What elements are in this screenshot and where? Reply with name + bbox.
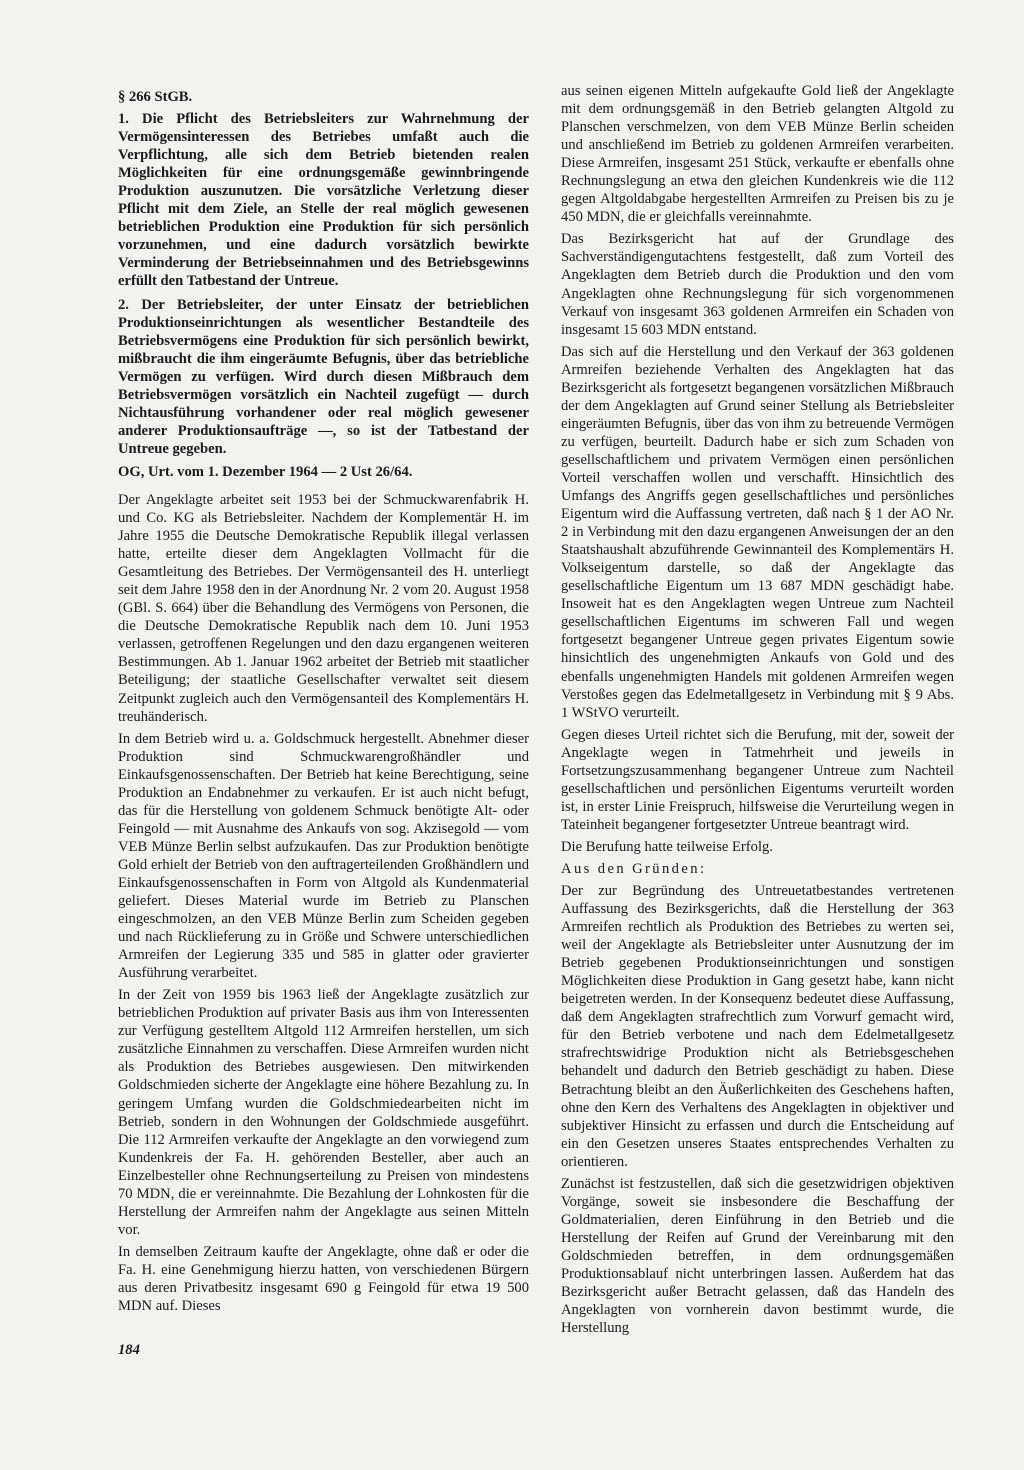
page-number: 184 bbox=[118, 1342, 140, 1358]
body-paragraph: Der zur Begründung des Untreuetatbestandes vertretenen Auffassung des Bezirksgerichts, daß die Herstellung der 363 Armreifen rechtlich als Produktion des Betriebes zu werten sei, weil der Angeklagte als Betriebsleiter unter Ausnutzung der im Betrieb gegebenen Produktionseinrichtungen und sonstigen Möglichkeiten diese Produktion in Gang gesetzt habe, kann nicht beigetreten werden. In der Konsequenz bedeutet diese Auffassung, daß dem Angeklagten strafrechtlich zum Vorwurf gemacht wird, für den Betrieb verbotene und nach dem Edelmetallgesetz strafrechtswidrige Produktion nicht als Betriebsgeschehen behandelt und dadurch den Betrieb geschädigt zu haben. Diese Betrachtung bleibt an den Äußerlichkeiten des Geschehens haften, ohne den Kern des Verhaltens des Angeklagten in objektiver und subjektiver Hinsicht zu erfassen und durch die Entscheidung auf ein den Gesetzen unseres Staates entsprechendes Verhalten zu orientieren. bbox=[561, 883, 954, 1170]
body-paragraph: In der Zeit von 1959 bis 1963 ließ der Angeklagte zusätzlich zur betrieblichen Produktion auf privater Basis aus ihm von Interessenten zur Verfügung gestelltem Altgold 112 Armreifen herstellen, um sich zusätzliche Einnahmen zu verschaffen. Diese Armreifen wurden nicht als Produktion des Betriebes ausgewiesen. Den mitwirkenden Goldschmieden sicherte der Angeklagte eine höhere Bezahlung zu. In geringem Umfang wurden die Goldschmiedearbeiten nicht im Betrieb, sondern in den Wohnungen der Goldschmiede ausgeführt. Die 112 Armreifen verkaufte der Angeklagte an den vorwiegend zum Kundenkreis der Fa. H. gehörenden Besteller, aber auch an Einzelbesteller ohne Rechnungserteilung zu Preisen von mindestens 70 MDN, die er vereinnahmte. Die Bezahlung der Lohnkosten für die Herstellung der Armreifen nahm der Angeklagte aus seinen Mitteln vor. bbox=[118, 987, 529, 1238]
body-paragraph: In dem Betrieb wird u. a. Goldschmuck hergestellt. Abnehmer dieser Produktion sind Schmuckwarengroßhändler und Einkaufsgenossenschaften. Der Betrieb hat keine Berechtigung, seine Produktion an Endabnehmer zu verkaufen. Er ist auch nicht befugt, das für die Herstellung von goldenem Schmuck benötigte Alt- oder Feingold — mit Ausnahme des Ankaufs von sog. Akzisegold — vom VEB Münze Berlin selbst aufzukaufen. Das zur Produktion benötigte Gold erhielt der Betrieb von den auftragerteilenden Großhändlern und Einkaufsgenossenschaften in Form von Altgold als Kundenmaterial geliefert. Dieses Material wurde im Betrieb zu Planschen eingeschmolzen, an den VEB Münze Berlin zum Scheiden gegeben und nach Rücklieferung zu in Größe und Schwere unterschiedlichen Armreifen der Legierung 335 und 585 in glatter oder gravierter Ausführung verarbeitet. bbox=[118, 730, 529, 982]
headnote-2: 2. Der Betriebsleiter, der unter Einsatz der betrieblichen Produktionseinrichtungen als wesentlicher Bestandteile des Betriebsvermögens eine Produktion für sich persönlich bewirkt, mißbraucht die ihm eingeräumte Befugnis, über das betriebliche Vermögen zu verfügen. Wird durch diesen Mißbrauch dem Betriebsvermögen vorsätzlich ein Nachteil zugefügt — durch Nichtausführung vorhandener oder real möglich gewesener anderer Produktionsaufträge —, so ist der Tatbestand der Untreue gegeben. bbox=[118, 296, 529, 457]
section-heading: § 266 StGB. bbox=[118, 89, 193, 105]
body-paragraph: Das Bezirksgericht hat auf der Grundlage des Sachverständigengutachtens festgestellt, daß zum Vorteil des Angeklagten dem Betrieb durch die Produktion und den vom Angeklagten ohne Rechnungslegung für sich vorgenommenen Verkauf von insgesamt 363 goldenen Armreifen ein Schaden von insgesamt 15 603 MDN entstand. bbox=[561, 231, 954, 338]
headnote-1: 1. Die Pflicht des Betriebsleiters zur Wahrnehmung der Vermögensinteressen des Betriebes umfaßt auch die Verpflichtung, alle sich dem Betrieb bietenden realen Möglichkeiten für eine ordnungsgemäße gewinnbringende Produktion auszunutzen. Die vorsätzliche Verletzung dieser Pflicht mit dem Ziele, an Stelle der real möglich gewesenen betrieblichen Produktion eine Produktion für sich persönlich vorzunehmen, und eine dadurch vorsätzlich bewirkte Verminderung der Betriebseinnahmen und des Betriebsgewinns erfüllt den Tatbestand der Untreue. bbox=[118, 111, 529, 290]
body-paragraph: Die Berufung hatte teilweise Erfolg. bbox=[561, 838, 773, 855]
left-column bbox=[118, 88, 529, 1319]
body-paragraph: Der Angeklagte arbeitet seit 1953 bei der Schmuckwarenfabrik H. und Co. KG als Betriebsleiter. Nachdem der Komplementär H. im Jahre 1955 die Deutsche Demokratische Republik illegal verlassen hatte, erteilte dieser dem Angeklagten Vollmacht für die Gesamtleitung des Betriebes. Der Vermögensanteil des H. unterliegt seit dem Jahre 1958 den in der Anordnung Nr. 2 vom 20. August 1958 (GBl. S. 664) über die Behandlung des Vermögens von Personen, die die Deutsche Demokratische Republik nach dem 10. Juni 1953 verlassen, getroffenen Regelungen und den dazu ergangenen weiteren Bestimmungen. Ab 1. Januar 1962 arbeitet der Betrieb mit staatlicher Beteiligung; der staatliche Gesellschafter verwaltet seit diesem Zeitpunkt zugleich auch den Vermögensanteil des Komplementärs H. treuhänderisch. bbox=[118, 491, 529, 725]
body-paragraph: Das sich auf die Herstellung und den Verkauf der 363 goldenen Armreifen beziehende Verhalten des Angeklagten hat das Bezirksgericht als fortgesetzt begangenen vorsätzlichen Mißbrauch der dem Angeklagten auf Grund seiner Stellung als Betriebsleiter eingeräumten Befugnis, über das von ihm zu betreuende Vermögen zu verfügen, beurteilt. Dadurch habe er sich zum Schaden von gesellschaftlichem und privatem Vermögen einen persönlichen Vorteil verschaffen wollen und verschafft. Hinsichtlich des Umfangs des Angriffs gegen gesellschaftliches und persönliches Eigentum wird die Auffassung vertreten, daß nach § 1 der AO Nr. 2 in Verbindung mit den dazu ergangenen Anweisungen der an den Staatshaushalt abzuführende Gewinnanteil des Komplementärs H. Volkseigentum darstelle, so daß der Angeklagte das gesellschaftliche Eigentum um 13 687 MDN geschädigt habe. Insoweit hat es den Angeklagten wegen Untreue zum Nachteil gesellschaftlichen Eigentums im schweren Fall und wegen fortgesetzt begangener Untreue gegen privates Eigentum sowie hinsichtlich des ungenehmigten Ankaufs von Gold und des ebenfalls ungenehmigten Handels mit goldenen Armreifen wegen Verstoßes gegen das Edelmetallgesetz in Verbindung mit § 9 Abs. 1 WStVO verurteilt. bbox=[561, 343, 954, 721]
body-paragraph: In demselben Zeitraum kaufte der Angeklagte, ohne daß er oder die Fa. H. eine Genehmigung hierzu hatten, von verschiedenen Bürgern aus deren Privatbesitz insgesamt 690 g Feingold für etwa 19 500 MDN auf. Dieses bbox=[118, 1243, 529, 1315]
body-paragraph: aus seinen eigenen Mitteln aufgekaufte Gold ließ der Angeklagte mit dem ordnungsgemäß in den Betrieb gelangten Altgold zu Planschen verschmelzen, von dem VEB Münze Berlin scheiden und anschließend im Betrieb zu goldenen Armreifen verarbeiten. Diese Armreifen, insgesamt 251 Stück, verkaufte er ebenfalls ohne Rechnungslegung an etwa den gleichen Kundenkreis wie die 112 gegen Altgoldabgabe hergestellten Armreifen zu Preisen bis zu je 450 MDN, die er gleichfalls vereinnahmte. bbox=[561, 83, 954, 226]
reasons-heading: Aus den Gründen: bbox=[561, 860, 707, 877]
case-citation: OG, Urt. vom 1. Dezember 1964 — 2 Ust 26/64. bbox=[118, 463, 413, 480]
right-column bbox=[561, 82, 954, 1341]
body-paragraph: Gegen dieses Urteil richtet sich die Berufung, mit der, soweit der Angeklagte wegen in Tatmehrheit und jeweils in Fortsetzungszusammenhang begangener Untreue zum Nachteil gesellschaftlichen und persönlichen Eigentums verurteilt worden ist, in erster Linie Freispruch, hilfsweise die Verurteilung wegen in Tateinheit begangener fortgesetzter Untreue beantragt wird. bbox=[561, 726, 954, 833]
headnotes bbox=[118, 110, 529, 458]
body-paragraph: Zunächst ist festzustellen, daß sich die gesetzwidrigen objektiven Vorgänge, soweit sie insbesondere die Beschaffung der Goldmaterialien, deren Einführung in den Betrieb und die Herstellung der Reifen auf Grund der Vereinbarung mit den Goldschmieden betreffen, in dem ordnungsgemäßen Produktionsablauf nicht unterbringen lassen. Außerdem hat das Bezirksgericht außer Betracht gelassen, daß das Handeln des Angeklagten von vornherein davon bestimmt wurde, die Herstellung bbox=[561, 1175, 954, 1337]
